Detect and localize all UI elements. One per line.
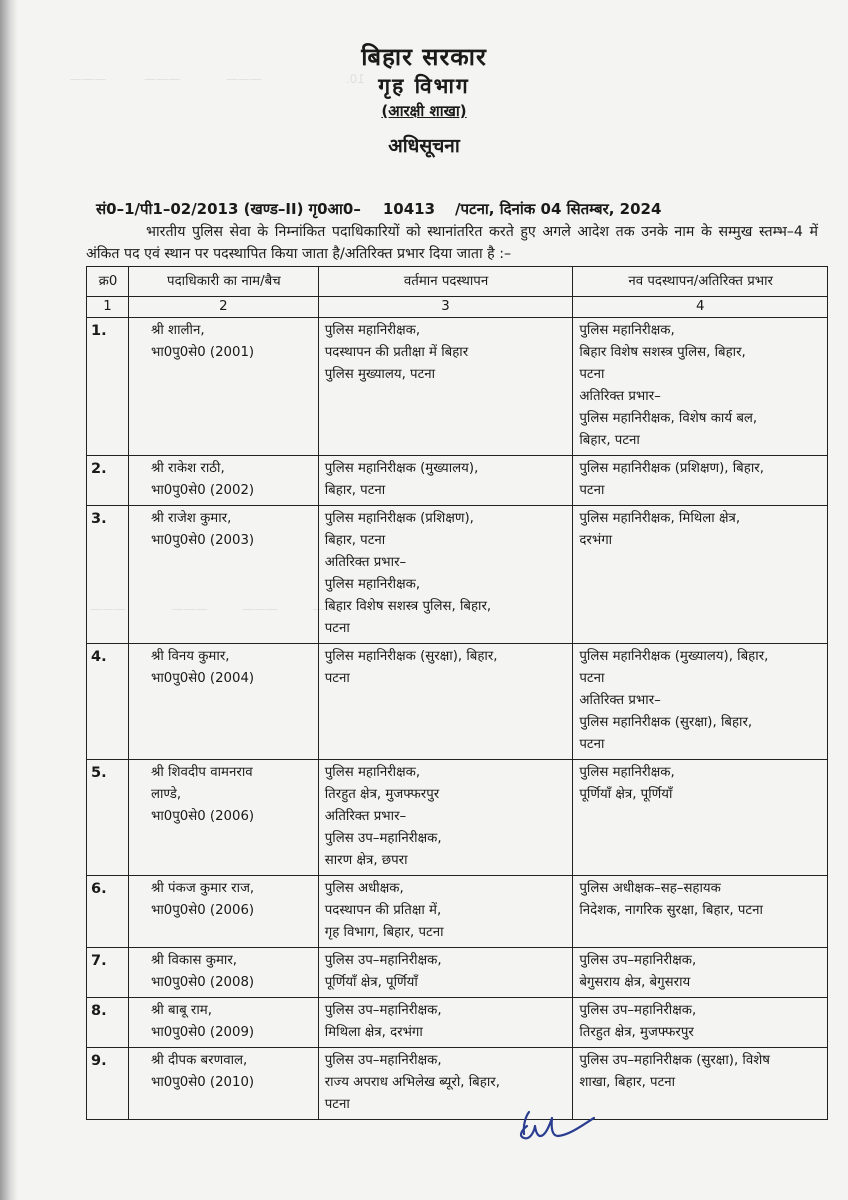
officer-name-cell	[128, 760, 318, 876]
current-posting-cell-line: गृह विभाग, बिहार, पटना	[324, 925, 444, 940]
row-serial-number: 1.	[87, 318, 129, 456]
current-posting-cell-line: पदस्थापन की प्रतिक्षा में,	[324, 903, 442, 918]
new-posting-cell-line: पुलिस महानिरीक्षक, मिथिला क्षेत्र,	[579, 511, 741, 526]
table-row	[87, 948, 828, 998]
current-posting-cell-line: पटना	[324, 671, 350, 686]
current-posting-cell-line: पुलिस उप–महानिरीक्षक,	[324, 1053, 442, 1068]
header-new-posting: नव पदस्थापन/अतिरिक्त प्रभार	[573, 267, 828, 297]
row-serial-number: 2.	[87, 456, 129, 506]
reverse-bleed-mid: ——— ——— ——— ———	[90, 602, 349, 616]
new-posting-cell-line: पुलिस महानिरीक्षक (सुरक्षा), बिहार,	[579, 715, 753, 730]
current-posting-cell	[318, 506, 573, 644]
new-posting-cell	[573, 948, 828, 998]
current-posting-cell	[318, 760, 573, 876]
current-posting-cell-line: अतिरिक्त प्रभार–	[324, 809, 407, 824]
new-posting-cell	[573, 1048, 828, 1120]
row-serial-number: 9.	[87, 1048, 129, 1120]
new-posting-cell-line: पटना	[579, 737, 605, 752]
table-row	[87, 318, 828, 456]
officer-name-cell-line: श्री विकास कुमार,	[150, 953, 238, 968]
current-posting-cell-line: पुलिस महानिरीक्षक,	[324, 577, 421, 592]
new-posting-cell-line: पुलिस उप–महानिरीक्षक,	[579, 953, 697, 968]
header-current-posting: वर्तमान पदस्थापन	[318, 267, 573, 297]
officer-name-cell-line: भा0पु0से0 (2003)	[150, 533, 255, 548]
officer-name-cell-line: भा0पु0से0 (2002)	[150, 483, 255, 498]
officer-name-cell-line: भा0पु0से0 (2001)	[150, 345, 255, 360]
row-serial-number: 3.	[87, 506, 129, 644]
current-posting-cell-line: पुलिस उप–महानिरीक्षक,	[324, 1003, 442, 1018]
current-posting-cell-line: पुलिस उप–महानिरीक्षक,	[324, 831, 442, 846]
officer-name-cell	[128, 876, 318, 948]
header-officer: पदाधिकारी का नाम/बैच	[128, 267, 318, 297]
wing-heading	[0, 101, 848, 121]
new-posting-cell	[573, 644, 828, 760]
table-header-row	[87, 267, 828, 297]
new-posting-cell-line: पुलिस उप–महानिरीक्षक (सुरक्षा), विशेष	[579, 1053, 770, 1068]
officer-name-cell	[128, 456, 318, 506]
table-row	[87, 876, 828, 948]
memo-reference-line	[96, 199, 661, 219]
new-posting-cell-line: पुलिस महानिरीक्षक (मुख्यालय), बिहार,	[579, 649, 769, 664]
officer-name-cell-line: श्री राकेश राठी,	[150, 461, 225, 476]
new-posting-cell-line: दरभंगा	[579, 533, 613, 548]
new-posting-cell-line: पुलिस महानिरीक्षक,	[579, 323, 675, 338]
current-posting-cell-line: पुलिस महानिरीक्षक,	[324, 765, 421, 780]
new-posting-cell-line: पुलिस महानिरीक्षक (प्रशिक्षण), बिहार,	[579, 461, 764, 476]
table-row	[87, 644, 828, 760]
new-posting-cell-line: पुलिस उप–महानिरीक्षक,	[579, 1003, 697, 1018]
current-posting-cell-line: पुलिस उप–महानिरीक्षक,	[324, 953, 442, 968]
new-posting-cell	[573, 998, 828, 1048]
current-posting-cell-line: बिहार विशेष सशस्त्र पुलिस, बिहार,	[324, 599, 492, 614]
new-posting-cell-line: बिहार, पटना	[579, 433, 640, 448]
department-heading: गृह विभाग	[378, 74, 470, 98]
intro-paragraph: भारतीय पुलिस सेवा के निम्नांकित पदाधिकारियों को स्थानांतरित करते हुए अगले आदेश तक उनके नाम के सम्मुख स्तम्भ–4 में अंकित पद एवं स्थान पर पदस्थापित किया जाता है/अतिरिक्त प्रभार दिया जाता है :–	[86, 224, 818, 262]
new-posting-cell	[573, 456, 828, 506]
current-posting-cell	[318, 318, 573, 456]
header-sno: क्र0	[87, 267, 129, 297]
officer-name-cell-line: श्री विनय कुमार,	[150, 649, 230, 664]
table-column-number-row	[87, 297, 828, 318]
current-posting-cell-line: बिहार, पटना	[324, 533, 386, 548]
current-posting-cell-line: पुलिस महानिरीक्षक (सुरक्षा), बिहार,	[324, 649, 498, 664]
new-posting-cell-line: अतिरिक्त प्रभार–	[579, 389, 661, 404]
officer-name-cell-line: श्री बाबू राम,	[150, 1003, 212, 1018]
current-posting-cell-line: पुलिस अधीक्षक,	[324, 881, 404, 896]
officer-name-cell	[128, 644, 318, 760]
current-posting-cell-line: तिरहुत क्षेत्र, मुजफ्फरपुर	[324, 787, 440, 802]
transfer-table	[86, 266, 828, 1120]
signature-image	[514, 1108, 598, 1146]
current-posting-cell-line: सारण क्षेत्र, छपरा	[324, 853, 408, 868]
memo-number: सं0–1/पी1–02/2013 (खण्ड–II) गृ0आ0–	[96, 200, 361, 218]
officer-name-cell-line: भा0पु0से0 (2006)	[150, 903, 255, 918]
new-posting-cell-line: पुलिस महानिरीक्षक, विशेष कार्य बल,	[579, 411, 758, 426]
new-posting-cell-line: निदेशक, नागरिक सुरक्षा, बिहार, पटना	[579, 903, 763, 918]
new-posting-cell-line: पुलिस अधीक्षक–सह–सहायक	[579, 881, 721, 896]
officer-name-cell-line: श्री शालीन,	[150, 323, 205, 338]
officer-name-cell	[128, 1048, 318, 1120]
current-posting-cell	[318, 948, 573, 998]
table-row	[87, 456, 828, 506]
new-posting-cell-line: पटना	[579, 483, 605, 498]
new-posting-cell-line: पुलिस महानिरीक्षक,	[579, 765, 675, 780]
new-posting-cell	[573, 760, 828, 876]
current-posting-cell-line: अतिरिक्त प्रभार–	[324, 555, 407, 570]
column-number: 3	[318, 297, 573, 318]
new-posting-cell-line: तिरहुत क्षेत्र, मुजफ्फरपुर	[579, 1025, 694, 1040]
new-posting-cell-line: पूर्णियाँ क्षेत्र, पूर्णियाँ	[579, 787, 673, 802]
officer-name-cell-line: भा0पु0से0 (2004)	[150, 671, 255, 686]
officer-name-cell-line: भा0पु0से0 (2009)	[150, 1025, 255, 1040]
officer-name-cell-line: भा0पु0से0 (2006)	[150, 809, 255, 824]
officer-name-cell-line: भा0पु0से0 (2008)	[150, 975, 255, 990]
current-posting-cell-line: राज्य अपराध अभिलेख ब्यूरो, बिहार,	[324, 1075, 500, 1090]
scan-page-edge	[0, 0, 18, 1200]
officer-name-cell-line: श्री शिवदीप वामनराव	[150, 765, 253, 780]
row-serial-number: 4.	[87, 644, 129, 760]
new-posting-cell-line: बेगुसराय क्षेत्र, बेगुसराय	[579, 975, 691, 990]
column-number: 2	[128, 297, 318, 318]
reverse-bleed-top: 10. ——— ——— ———	[70, 72, 365, 86]
new-posting-cell-line: अतिरिक्त प्रभार–	[579, 693, 661, 708]
officer-name-cell-line: श्री पंकज कुमार राज,	[150, 881, 255, 896]
new-posting-cell-line: पटना	[579, 671, 605, 686]
current-posting-cell-line: पूर्णियाँ क्षेत्र, पूर्णियाँ	[324, 975, 418, 990]
table-row	[87, 998, 828, 1048]
officer-name-cell-line: लाण्डे,	[150, 787, 182, 802]
table-row	[87, 1048, 828, 1120]
officer-name-cell-line: श्री दीपक बरणवाल,	[150, 1053, 248, 1068]
current-posting-cell	[318, 644, 573, 760]
current-posting-cell-line: पुलिस मुख्यालय, पटना	[324, 367, 436, 382]
new-posting-cell-line: शाखा, बिहार, पटना	[579, 1075, 676, 1090]
column-number: 1	[87, 297, 129, 318]
officer-name-cell-line: भा0पु0से0 (2010)	[150, 1075, 255, 1090]
officer-name-cell	[128, 318, 318, 456]
officer-name-cell	[128, 998, 318, 1048]
row-serial-number: 8.	[87, 998, 129, 1048]
current-posting-cell-line: पुलिस महानिरीक्षक (प्रशिक्षण),	[324, 511, 474, 526]
current-posting-cell	[318, 456, 573, 506]
new-posting-cell-line: बिहार विशेष सशस्त्र पुलिस, बिहार,	[579, 345, 746, 360]
officer-name-cell-line: श्री राजेश कुमार,	[150, 511, 232, 526]
row-serial-number: 6.	[87, 876, 129, 948]
new-posting-cell	[573, 876, 828, 948]
current-posting-cell	[318, 876, 573, 948]
new-posting-cell	[573, 506, 828, 644]
current-posting-cell-line: पदस्थापन की प्रतीक्षा में बिहार	[324, 345, 469, 360]
memo-serial: 10413	[382, 200, 436, 218]
notice-heading: अधिसूचना	[388, 135, 460, 157]
current-posting-cell-line: पुलिस महानिरीक्षक (मुख्यालय),	[324, 461, 479, 476]
wing-heading-text: (आरक्षी शाखा)	[381, 102, 467, 120]
current-posting-cell	[318, 998, 573, 1048]
new-posting-cell	[573, 318, 828, 456]
current-posting-cell-line: पटना	[324, 1097, 350, 1112]
government-heading: बिहार सरकार	[361, 43, 487, 71]
current-posting-cell-line: बिहार, पटना	[324, 483, 386, 498]
current-posting-cell-line: पटना	[324, 621, 350, 636]
column-number: 4	[573, 297, 828, 318]
current-posting-cell-line: मिथिला क्षेत्र, दरभंगा	[324, 1025, 423, 1040]
table-body	[87, 318, 828, 1120]
row-serial-number: 5.	[87, 760, 129, 876]
current-posting-cell-line: पुलिस महानिरीक्षक,	[324, 323, 421, 338]
officer-name-cell	[128, 506, 318, 644]
memo-place-date: /पटना, दिनांक 04 सितम्बर, 2024	[455, 200, 662, 218]
new-posting-cell-line: पटना	[579, 367, 605, 382]
officer-name-cell	[128, 948, 318, 998]
table-row	[87, 506, 828, 644]
row-serial-number: 7.	[87, 948, 129, 998]
table-row	[87, 760, 828, 876]
